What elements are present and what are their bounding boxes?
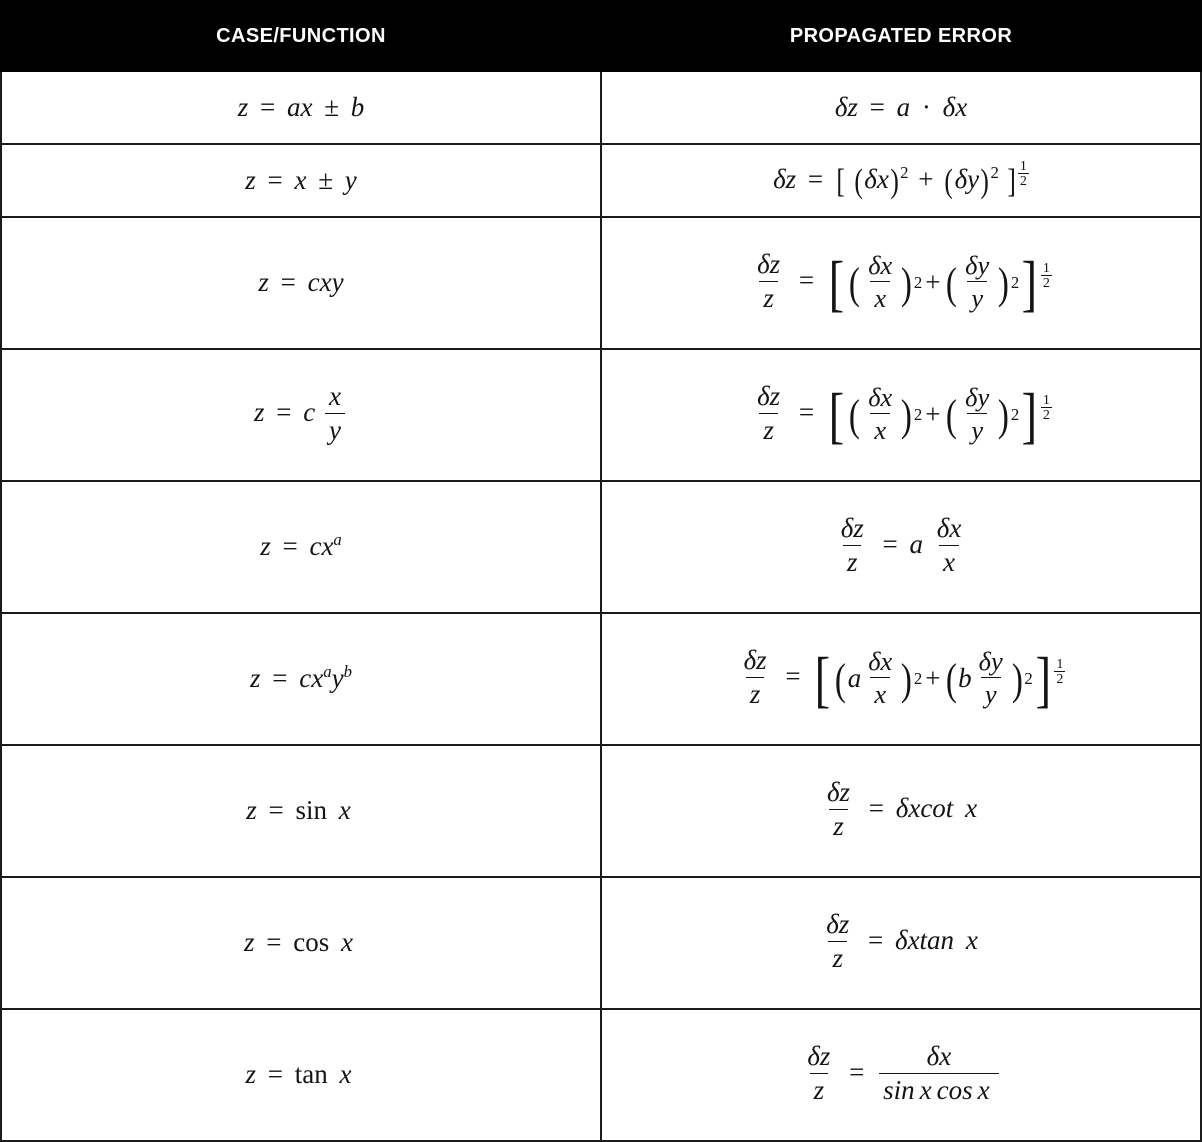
fraction-delta-z-over-z: $\frac{\delta z}{z}$ [757,249,781,313]
table-header [1,1,1201,71]
table-row [1,481,1201,613]
formula-error: δz = [ $(\delta x)^2 + (\delta y)^2$ ] $\frac{1}{2}$ [773,158,1027,200]
case-cell [1,217,601,349]
case-cell [1,481,601,613]
table-row [1,144,1201,217]
paren-close-icon: ) [901,654,913,704]
formula-error: $\frac{\delta z}{z}$ = [ ( $\frac{\delta x}{x}$ ) 2 + ( $\frac{\delta y}{y}$ ) 2 ] $\frac{1}{2}$ [750,251,1052,314]
fraction-delta-z-over-z: $\frac{\delta z}{z}$ [743,645,767,709]
table-row [1,745,1201,877]
fraction-delta-x-over-x: $\frac{\delta x}{x}$ [936,513,962,577]
table-row [1,71,1201,144]
fraction-delta-z-over-z: $\frac{\delta z}{z}$ [826,909,850,973]
paren-open-icon: ( [945,390,957,440]
bracket-close-icon: ] [1021,250,1038,319]
error-cell [601,349,1201,481]
case-cell [1,349,601,481]
case-cell [1,144,601,217]
error-cell [601,613,1201,745]
formula-case: $z = cx^a$ [260,530,342,562]
formula-case: z = cos x [244,927,353,958]
fraction-delta-z-over-z: $\frac{\delta z}{z}$ [807,1041,831,1105]
paren-close-icon: ) [1011,654,1023,704]
case-cell [1,877,601,1009]
bracket-close-icon: ] [1035,646,1051,715]
paren-close-icon: ) [890,162,899,200]
table-row [1,1009,1201,1141]
error-cell [601,217,1201,349]
paren-open-icon: ( [834,654,846,704]
paren-close-icon: ) [901,390,913,440]
fraction-delta-y-over-y: $\frac{\delta y}{y}$ [965,249,990,313]
fraction-x-over-y: $\frac{x}{y}$ [325,382,345,445]
formula-case: z = c $\frac{x}{y}$ [254,383,348,446]
formula-case: z = cxy [258,267,344,298]
paren-open-icon: ( [854,162,863,200]
formula-case: z = x ± y [245,164,357,195]
bracket-open-icon: [ [828,250,844,319]
exponent-one-half: $\frac{1}{2}$ [1042,391,1050,423]
formula-error: $\frac{\delta z}{z}$ = δxtan x [819,911,983,974]
column-header-propagated-error: PROPAGATED ERROR [601,1,1201,71]
formula-error: $\frac{\delta z}{z}$ = $\frac{\delta x}{\text{sin x cos x}}$ [800,1043,1001,1106]
fraction-delta-y-over-y: $\frac{\delta y}{y}$ [978,645,1003,709]
exponent-one-half: $\frac{1}{2}$ [1042,259,1050,291]
column-header-case-function: CASE/FUNCTION [1,1,601,71]
paren-open-icon: ( [848,390,860,440]
paren-close-icon: ) [901,258,913,308]
table-row [1,613,1201,745]
error-cell [601,144,1201,217]
formula-case: z = ax ± b [237,91,365,122]
formula-case: z = sin x [246,795,351,826]
table-row [1,217,1201,349]
table-row [1,877,1201,1009]
error-cell [601,877,1201,1009]
table-row [1,349,1201,481]
bracket-close-icon: ] [1007,162,1016,200]
paren-close-icon: ) [998,390,1010,440]
case-cell [1,745,601,877]
fraction-delta-z-over-z: $\frac{\delta z}{z}$ [826,777,851,841]
exponent-one-half: $\frac{1}{2}$ [1056,655,1064,687]
bracket-open-icon: [ [814,646,831,715]
bracket-close-icon: ] [1021,382,1038,451]
paren-open-icon: ( [945,258,957,308]
fraction-delta-y-over-y: $\frac{\delta y}{y}$ [965,381,990,445]
case-cell [1,71,601,144]
case-cell [1,613,601,745]
case-cell [1,1009,601,1141]
fraction-delta-z-over-z: $\frac{\delta z}{z}$ [840,513,864,577]
header-row [1,1,1201,71]
formula-case: $z = cx^ay^b$ [250,662,352,694]
formula-case: z = tan x [245,1059,352,1090]
fraction-delta-x-over-x: $\frac{\delta x}{x}$ [868,249,893,313]
fraction-delta-x-over-x: $\frac{\delta x}{x}$ [868,381,893,445]
formula-error: $\frac{\delta z}{z}$ = a $\frac{\delta x}{x}$ [834,515,969,578]
fraction-delta-z-over-z: $\frac{\delta z}{z}$ [757,381,781,445]
table-body [1,71,1201,1141]
formula-error: δz = a · δx [834,91,968,122]
exponent-one-half: $\frac{1}{2}$ [1019,158,1027,190]
fraction-delta-x-over-sinx-cosx: $\frac{\delta x}{\text{sin x cos x}}$ [879,1042,998,1105]
error-cell [601,481,1201,613]
error-cell [601,1009,1201,1141]
formula-error: $\frac{\delta z}{z}$ = [ ( $\frac{\delta x}{x}$ ) 2 + ( $\frac{\delta y}{y}$ ) 2 ] $\frac{1}{2}$ [750,383,1052,446]
paren-open-icon: ( [945,654,957,704]
error-cell [601,745,1201,877]
bracket-open-icon: [ [828,382,844,451]
fraction-delta-x-over-x: $\frac{\delta x}{x}$ [868,645,893,709]
paren-open-icon: ( [848,258,860,308]
formula-error: $\frac{\delta z}{z}$ = [ ( a $\frac{\delta x}{x}$ ) 2 + ( b $\frac{\delta y}{y}$ ) 2 ] $\frac{1}{2}$ [737,647,1066,710]
paren-close-icon: ) [980,162,990,200]
bracket-open-icon: [ [836,162,845,200]
error-cell [601,71,1201,144]
paren-close-icon: ) [998,258,1010,308]
formula-error: $\frac{\delta z}{z}$ = δxcot x [820,779,982,842]
paren-open-icon: ( [944,162,954,200]
